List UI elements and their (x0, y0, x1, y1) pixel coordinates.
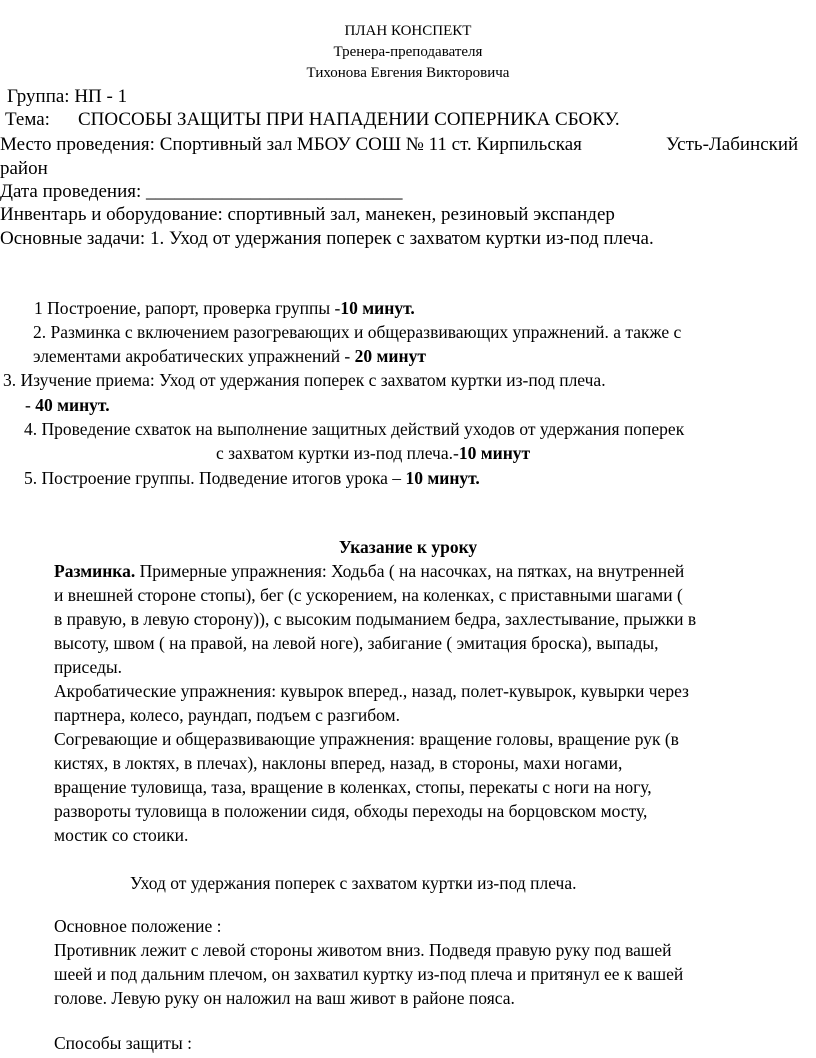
warmup-line-3: в правую, в левую сторону)), с высоким подыманием бедра, захлестывание, прыжки в (54, 609, 697, 629)
topic-text: СПОСОБЫ ЗАЩИТЫ ПРИ НАПАДЕНИИ СОПЕРНИКА СБОКУ. (78, 109, 620, 130)
defense-label: Способы защиты : (54, 1033, 192, 1053)
group-line: Группа: НП - 1 (7, 86, 128, 107)
warming-line-2: кистях, в локтях, в плечах), наклоны вперед, назад, в стороны, махи ногами, (54, 753, 623, 773)
warming-line-1: Согревающие и общеразвивающие упражнения: вращение головы, вращение рук (в (54, 729, 679, 749)
warmup-line-5: приседы. (54, 657, 123, 677)
tasks-line: Основные задачи: 1. Уход от удержания поперек с захватом куртки из-под плеча. (0, 228, 654, 249)
warmup-label: Разминка. (54, 561, 136, 581)
document-author: Тихонова Евгения Викторовича (306, 65, 510, 81)
position-line-3: голове. Левую руку он наложил на ваш живот в районе пояса. (54, 988, 515, 1008)
technique-title: Уход от удержания поперек с захватом куртки из-под плеча. (130, 873, 577, 893)
plan-item-3-text: - (25, 395, 36, 415)
place-line-1-region: Усть-Лабинский (666, 134, 799, 155)
topic-label: Тема: (5, 109, 50, 130)
position-line-2: шеей и под дальним плечом, он захватил куртку из-под плеча и притянул ее к вашей (54, 964, 684, 984)
plan-item-5-time: 10 минут. (405, 468, 480, 488)
document-subtitle: Тренера-преподавателя (333, 44, 483, 60)
plan-item-2-line-1: 2. Разминка с включением разогревающих и общеразвивающих упражнений. а также с (33, 322, 682, 342)
plan-item-3-time: 40 минут. (35, 395, 110, 415)
warming-line-5: мостик со стоики. (54, 825, 189, 845)
plan-item-4-line-1: 4. Проведение схваток на выполнение защитных действий уходов от удержания поперек (24, 419, 685, 439)
place-line-2: район (0, 158, 48, 179)
warmup-line-2: и внешней стороне стопы), бег (с ускорением, на коленках, с приставными шагами ( (54, 585, 683, 605)
position-line-1: Противник лежит с левой стороны животом вниз. Подведя правую руку под вашей (54, 940, 672, 960)
plan-item-1 (34, 296, 415, 320)
instructions-heading: Указание к уроку (338, 537, 478, 557)
plan-item-4-time: 10 минут (458, 443, 531, 463)
plan-item-3-line-1: 3. Изучение приема: Уход от удержания поперек с захватом куртки из-под плеча. (3, 370, 606, 390)
warming-line-3: вращение туловища, таза, вращение в коленках, стопы, перекаты с ноги на ногу, (54, 777, 652, 797)
warmup-line-1 (54, 559, 684, 583)
plan-item-2-time: 20 минут (354, 346, 426, 366)
plan-item-2-line-2 (33, 344, 426, 368)
position-label: Основное положение : (54, 916, 222, 936)
plan-item-4-line-2 (216, 441, 530, 465)
document-title: ПЛАН КОНСПЕКТ (344, 23, 472, 39)
plan-item-1-text: 1 Построение, рапорт, проверка группы - (34, 298, 341, 318)
acrobatics-line-2: партнера, колесо, раундап, подъем с разгибом. (54, 705, 401, 725)
plan-item-2-text: элементами акробатических упражнений - (33, 346, 355, 366)
equipment-line: Инвентарь и оборудование: спортивный зал, манекен, резиновый экспандер (0, 204, 615, 225)
acrobatics-line-1: Акробатические упражнения: кувырок вперед., назад, полет-кувырок, кувырки через (54, 681, 689, 701)
place-line-1: Место проведения: Спортивный зал МБОУ СОШ № 11 ст. Кирпильская (0, 134, 582, 155)
plan-item-5 (24, 466, 480, 490)
plan-item-4-text: с захватом куртки из-под плеча.- (216, 443, 459, 463)
plan-item-3-line-2 (25, 393, 110, 417)
date-line: Дата проведения: ___________________________ (0, 181, 403, 202)
warmup-text: Примерные упражнения: Ходьба ( на насочках, на пятках, на внутренней (135, 561, 685, 581)
plan-item-1-time: 10 минут. (340, 298, 415, 318)
warmup-line-4: высоту, швом ( на правой, на левой ноге), забигание ( эмитация броска), выпады, (54, 633, 659, 653)
plan-item-5-text: 5. Построение группы. Подведение итогов урока – (24, 468, 406, 488)
warming-line-4: развороты туловища в положении сидя, обходы переходы на борцовском мосту, (54, 801, 648, 821)
